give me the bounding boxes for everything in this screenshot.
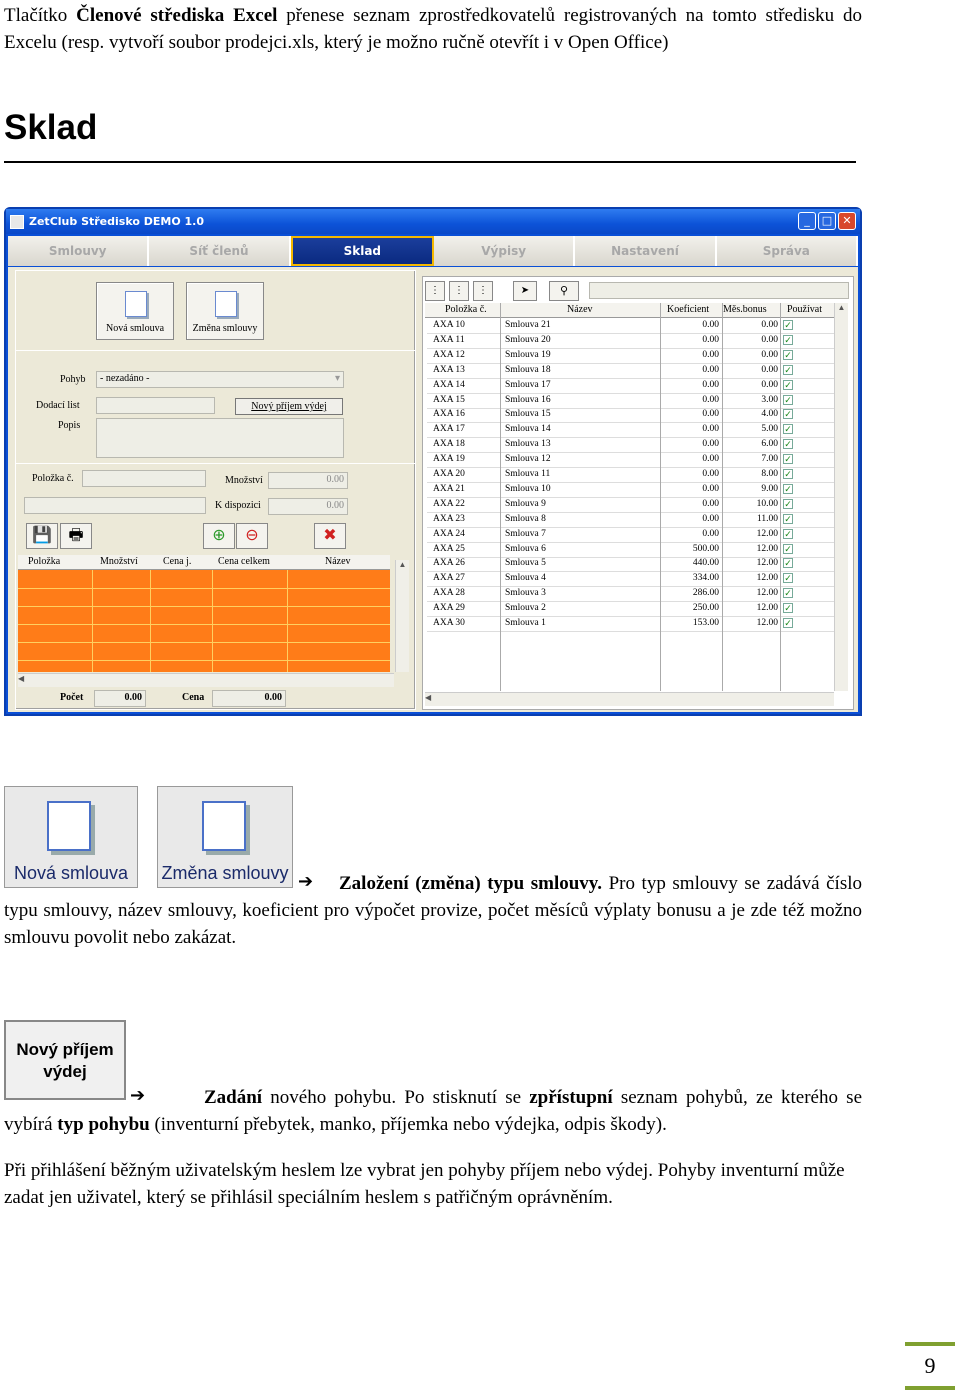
- col-koeficient[interactable]: Koeficient: [667, 304, 710, 315]
- pouzivat-checkbox[interactable]: ✓: [784, 379, 792, 390]
- cell-nazev: Smlouva 5: [505, 558, 546, 569]
- cell-polozka: AXA 18: [433, 439, 465, 450]
- pouzivat-checkbox[interactable]: ✓: [784, 394, 792, 405]
- new-contract-button[interactable]: [96, 282, 174, 340]
- cell-polozka: AXA 10: [433, 320, 465, 330]
- grid-line: [212, 570, 213, 672]
- cell-nazev: Smlouva 10: [505, 483, 551, 494]
- cell-koeficient: 0.00: [702, 439, 719, 450]
- kdispozici-value: 0.00: [268, 498, 348, 515]
- table-row[interactable]: [427, 557, 837, 572]
- intro-bold: Členové střediska Excel: [76, 5, 278, 26]
- cell-koeficient: 0.00: [702, 320, 719, 330]
- col-mnozstvi[interactable]: Množství: [100, 556, 138, 567]
- cell-koeficient: 0.00: [702, 364, 719, 375]
- pouzivat-checkbox[interactable]: ✓: [784, 349, 792, 360]
- app-icon: [10, 215, 24, 229]
- cell-polozka: AXA 16: [433, 409, 465, 420]
- cell-koeficient: 250.00: [692, 603, 719, 614]
- col-pouzivat[interactable]: Používat: [787, 304, 822, 315]
- movement-grid-header: [18, 555, 390, 570]
- table-row[interactable]: [427, 379, 837, 394]
- pouzivat-checkbox[interactable]: ✓: [784, 320, 792, 330]
- cell-mes-bonus: 12.00: [756, 618, 778, 628]
- cell-nazev: Smlouva 12: [505, 454, 551, 465]
- cell-polozka: AXA 30: [433, 618, 465, 628]
- cell-koeficient: 0.00: [702, 454, 719, 465]
- table-row[interactable]: [427, 334, 837, 349]
- pouzivat-checkbox[interactable]: ✓: [784, 588, 792, 599]
- table-row[interactable]: [427, 602, 837, 617]
- table-row[interactable]: [427, 349, 837, 364]
- cell-mes-bonus: 0.00: [761, 320, 778, 330]
- mnozstvi-label: Množství: [225, 475, 263, 486]
- main-tabs: [8, 236, 858, 266]
- grid-line: [660, 303, 661, 691]
- illustration-label: Změna smlouvy: [161, 863, 289, 883]
- table-row[interactable]: [427, 483, 837, 498]
- grid-line: [780, 303, 781, 691]
- pouzivat-checkbox[interactable]: ✓: [784, 513, 792, 524]
- cell-polozka: AXA 22: [433, 498, 465, 509]
- table-row[interactable]: [427, 453, 837, 468]
- tab-nastaveni[interactable]: Nastavení: [575, 236, 716, 266]
- paragraph-3: Při přihlášení běžným uživatelským heslem lze vybrat jen pohyby příjem nebo výdej. Pohyby inventurní může zadat jen uživatel, který se přihlásil speciálním heslem s patřičným oprávněním.: [4, 1160, 845, 1208]
- add-row-icon[interactable]: ⊕: [203, 523, 235, 549]
- cell-polozka: AXA 29: [433, 603, 465, 614]
- pouzivat-checkbox[interactable]: ✓: [784, 603, 792, 614]
- cena-value: 0.00: [212, 690, 286, 707]
- cell-mes-bonus: 12.00: [756, 588, 778, 599]
- cell-nazev: Smlouva 6: [505, 543, 546, 554]
- pohyb-label: Pohyb: [60, 374, 86, 385]
- cell-nazev: Smlouva 15: [505, 409, 551, 420]
- col-polozka-c[interactable]: Položka č.: [445, 304, 487, 315]
- cell-polozka: AXA 23: [433, 513, 465, 524]
- cell-nazev: Smlouva 7: [505, 528, 546, 539]
- cell-mes-bonus: 12.00: [756, 603, 778, 614]
- print-icon[interactable]: 🖶: [60, 523, 92, 549]
- pouzivat-checkbox[interactable]: ✓: [784, 424, 792, 435]
- cell-polozka: AXA 15: [433, 394, 465, 405]
- chevron-down-icon: ▾: [334, 373, 340, 384]
- new-contract-label: Nová smlouva: [105, 323, 165, 334]
- cell-polozka: AXA 17: [433, 424, 465, 435]
- movement-grid[interactable]: [18, 555, 390, 672]
- table-row[interactable]: [427, 468, 837, 483]
- cell-mes-bonus: 9.00: [761, 483, 778, 494]
- pouzivat-checkbox[interactable]: ✓: [784, 364, 792, 375]
- cell-polozka: AXA 25: [433, 543, 465, 554]
- section-heading: Sklad: [4, 108, 98, 147]
- cell-nazev: Smlouva 3: [505, 588, 546, 599]
- dodaci-input[interactable]: [96, 397, 215, 414]
- cell-nazev: Smlouva 14: [505, 424, 551, 435]
- cell-koeficient: 500.00: [692, 543, 719, 554]
- cell-mes-bonus: 4.00: [761, 409, 778, 420]
- cell-nazev: Smlouva 16: [505, 394, 551, 405]
- pouzivat-checkbox[interactable]: ✓: [784, 409, 792, 420]
- intro-post: přenese seznam zprostředkovatelů registrovaných na tomto středisku do Excelu (resp. vytvoří soubor prodejci.xls, který je možno ručně otevřít i v Open Office): [4, 5, 862, 53]
- sort-numeric-icon[interactable]: ⋮: [425, 281, 445, 301]
- page-number: 9: [905, 1342, 955, 1390]
- col-cena-j[interactable]: Cena j.: [163, 556, 192, 567]
- cell-mes-bonus: 6.00: [761, 439, 778, 450]
- contracts-scrollbar-vertical[interactable]: ▲: [834, 303, 848, 691]
- contracts-grid-header: [425, 303, 835, 318]
- grid-line: [18, 660, 390, 661]
- arrow-right-icon: ➔: [298, 871, 314, 892]
- cell-polozka: AXA 11: [433, 334, 465, 345]
- cell-mes-bonus: 5.00: [761, 424, 778, 435]
- cell-mes-bonus: 10.00: [756, 498, 778, 509]
- tab-sklad[interactable]: Sklad: [291, 236, 434, 266]
- panel-divider-2: [16, 463, 415, 464]
- change-contract-button[interactable]: [186, 282, 264, 340]
- cell-koeficient: 0.00: [702, 424, 719, 435]
- grid-line: [150, 570, 151, 672]
- table-row[interactable]: [427, 438, 837, 453]
- pouzivat-checkbox[interactable]: ✓: [784, 483, 792, 494]
- cell-koeficient: 0.00: [702, 394, 719, 405]
- pouzivat-checkbox[interactable]: ✓: [784, 558, 792, 569]
- polozka-input[interactable]: [82, 470, 206, 487]
- cell-koeficient: 0.00: [702, 498, 719, 509]
- cell-nazev: Smlouva 4: [505, 573, 546, 584]
- cell-mes-bonus: 0.00: [761, 379, 778, 390]
- cell-polozka: AXA 28: [433, 588, 465, 599]
- intro-paragraph: [4, 2, 862, 56]
- table-row[interactable]: [427, 572, 837, 587]
- binoculars-icon[interactable]: ⚲: [549, 281, 579, 301]
- cell-koeficient: 440.00: [692, 558, 719, 569]
- cell-mes-bonus: 12.00: [756, 528, 778, 539]
- polozka-label: Položka č.: [32, 473, 74, 484]
- tab-sit-clenu[interactable]: Síť členů: [149, 236, 290, 266]
- section1-paragraph: [4, 870, 862, 951]
- cell-koeficient: 0.00: [702, 513, 719, 524]
- close-icon[interactable]: ✕: [838, 212, 856, 230]
- cell-mes-bonus: 12.00: [756, 558, 778, 569]
- table-row[interactable]: [427, 319, 837, 334]
- tab-vypisy[interactable]: Výpisy: [434, 236, 575, 266]
- intro-pre: Tlačítko: [4, 5, 77, 26]
- title-bar: [6, 209, 860, 234]
- window-controls: [798, 212, 856, 230]
- cell-polozka: AXA 24: [433, 528, 465, 539]
- grid-line: [500, 303, 501, 691]
- cell-koeficient: 0.00: [702, 379, 719, 390]
- grid-line: [18, 606, 390, 607]
- kdispozici-label: K dispozici: [215, 500, 261, 511]
- pouzivat-checkbox[interactable]: ✓: [784, 573, 792, 584]
- cell-nazev: Smlouva 18: [505, 364, 551, 375]
- dodaci-label: Dodací list: [36, 400, 80, 411]
- cell-polozka: AXA 19: [433, 454, 465, 465]
- cancel-icon[interactable]: ✖: [314, 523, 346, 549]
- list-icon[interactable]: ⋮: [473, 281, 493, 301]
- grid-line: [18, 624, 390, 625]
- maximize-icon[interactable]: □: [818, 212, 836, 230]
- col-nazev[interactable]: Název: [325, 556, 351, 567]
- col-cena-celkem[interactable]: Cena celkem: [218, 556, 270, 567]
- grid-line: [18, 642, 390, 643]
- table-row[interactable]: [427, 394, 837, 409]
- grid-line: [287, 570, 288, 672]
- cell-polozka: AXA 20: [433, 469, 465, 479]
- table-row[interactable]: [427, 513, 837, 528]
- mnozstvi-input[interactable]: 0.00: [268, 472, 348, 489]
- pocet-label: Počet: [60, 692, 84, 703]
- grid-scrollbar-horizontal[interactable]: ◀: [18, 673, 394, 687]
- sort-alpha-icon[interactable]: ⋮: [449, 281, 469, 301]
- cell-mes-bonus: 11.00: [756, 513, 778, 524]
- grid-scrollbar-vertical[interactable]: ▲: [395, 560, 409, 672]
- cell-nazev: Smlouva 1: [505, 618, 546, 628]
- pouzivat-checkbox[interactable]: ✓: [784, 439, 792, 450]
- table-row[interactable]: [427, 587, 837, 602]
- cena-label: Cena: [182, 692, 205, 703]
- table-row[interactable]: [427, 528, 837, 543]
- cell-nazev: Smlouva 21: [505, 320, 551, 330]
- cell-koeficient: 0.00: [702, 409, 719, 420]
- illustration-label: Nová smlouva: [13, 863, 129, 883]
- cell-polozka: AXA 14: [433, 379, 465, 390]
- cell-koeficient: 334.00: [692, 573, 719, 584]
- section2-text: nového pohybu. Po stisknutí se: [262, 1087, 530, 1108]
- grid-line: [92, 570, 93, 672]
- cell-nazev: Smlouva 9: [505, 498, 546, 509]
- cell-mes-bonus: 0.00: [761, 349, 778, 360]
- change-contract-label: Změna smlouvy: [192, 323, 258, 334]
- contracts-scrollbar-horizontal[interactable]: ◀: [425, 692, 834, 706]
- col-polozka[interactable]: Položka: [28, 556, 61, 567]
- edit-document-icon: [215, 291, 237, 317]
- pohyb-select[interactable]: [96, 371, 344, 388]
- minimize-icon[interactable]: _: [798, 212, 816, 230]
- new-document-icon: [47, 801, 91, 851]
- cell-koeficient: 0.00: [702, 349, 719, 360]
- cell-nazev: Smlouva 20: [505, 334, 551, 345]
- cell-polozka: AXA 26: [433, 558, 465, 569]
- search-input[interactable]: [589, 282, 849, 299]
- section2-bold: typ pohybu: [57, 1114, 150, 1135]
- panel-divider: [16, 350, 415, 351]
- new-document-icon: [125, 291, 147, 317]
- pouzivat-checkbox[interactable]: ✓: [784, 528, 792, 539]
- cell-mes-bonus: 8.00: [761, 469, 778, 479]
- section2-bold: zpřístupní: [529, 1087, 613, 1108]
- cell-mes-bonus: 3.00: [761, 394, 778, 405]
- illustration-label-line1: Nový příjem: [16, 1040, 114, 1059]
- item-name-field: [24, 497, 206, 514]
- cell-polozka: AXA 13: [433, 364, 465, 375]
- cell-koeficient: 0.00: [702, 483, 719, 494]
- pouzivat-checkbox[interactable]: ✓: [784, 498, 792, 509]
- window-title: ZetClub Středisko DEMO 1.0: [29, 215, 204, 228]
- cell-koeficient: 153.00: [692, 618, 719, 628]
- new-receipt-button[interactable]: Nový příjem výdej: [235, 398, 343, 415]
- pocet-value: 0.00: [94, 690, 146, 707]
- cell-mes-bonus: 0.00: [761, 334, 778, 345]
- cell-koeficient: 286.00: [692, 588, 719, 599]
- table-row[interactable]: [427, 543, 837, 558]
- pouzivat-checkbox[interactable]: ✓: [784, 618, 792, 628]
- edit-document-icon: [202, 801, 246, 851]
- table-row[interactable]: [427, 364, 837, 379]
- section2-paragraph: [4, 1084, 862, 1138]
- cell-polozka: AXA 21: [433, 483, 465, 494]
- delete-row-icon[interactable]: ⊖: [236, 523, 268, 549]
- section2-text: seznam pohybů, ze kterého se vybírá: [4, 1087, 863, 1135]
- section2-lead: Zadání: [204, 1087, 263, 1108]
- cell-mes-bonus: 12.00: [756, 573, 778, 584]
- col-nazev[interactable]: Název: [567, 304, 593, 315]
- cell-nazev: Smlouva 11: [505, 469, 551, 479]
- grid-line: [18, 588, 390, 589]
- col-mes-bonus[interactable]: Měs.bonus: [723, 304, 767, 315]
- section1-text: Pro typ smlouvy se zadává číslo typu smlouvy, název smlouvy, koeficient pro výpočet provize, počet měsíců výplaty bonusu a je zde též možno smlouvu povolit nebo zakázat.: [4, 873, 862, 948]
- arrow-right-icon: ➔: [130, 1085, 146, 1106]
- cell-nazev: Smlouva 17: [505, 379, 551, 390]
- table-row[interactable]: [427, 617, 837, 632]
- cell-polozka: AXA 12: [433, 349, 465, 360]
- section1-lead: Založení (změna) typu smlouvy.: [339, 873, 603, 894]
- cell-nazev: Smlouva 13: [505, 439, 551, 450]
- pouzivat-checkbox[interactable]: ✓: [784, 454, 792, 465]
- pohyb-value: - nezadáno -: [100, 373, 150, 384]
- tab-sprava[interactable]: Správa: [717, 236, 858, 266]
- pouzivat-checkbox[interactable]: ✓: [784, 334, 792, 345]
- tab-smlouvy[interactable]: Smlouvy: [8, 236, 149, 266]
- cell-koeficient: 0.00: [702, 334, 719, 345]
- pouzivat-checkbox[interactable]: ✓: [784, 469, 792, 479]
- cell-nazev: Smlouva 8: [505, 513, 546, 524]
- cell-mes-bonus: 0.00: [761, 364, 778, 375]
- table-row[interactable]: [427, 423, 837, 438]
- cell-nazev: Smlouva 19: [505, 349, 551, 360]
- cell-koeficient: 0.00: [702, 528, 719, 539]
- save-icon[interactable]: 💾: [26, 523, 58, 549]
- popis-label: Popis: [58, 420, 81, 431]
- grid-line: [722, 303, 723, 691]
- table-row[interactable]: [427, 408, 837, 423]
- table-row[interactable]: [427, 498, 837, 513]
- cell-polozka: AXA 27: [433, 573, 465, 584]
- arrow-icon[interactable]: ➤: [513, 281, 537, 301]
- cell-nazev: Smlouva 2: [505, 603, 546, 614]
- popis-input[interactable]: [96, 418, 344, 458]
- illustration-label-line2: výdej: [43, 1062, 87, 1081]
- cell-koeficient: 0.00: [702, 469, 719, 479]
- cell-mes-bonus: 12.00: [756, 543, 778, 554]
- pouzivat-checkbox[interactable]: ✓: [784, 543, 792, 554]
- heading-rule: [4, 161, 856, 163]
- section2-text: (inventurní přebytek, manko, příjemka nebo výdejka, odpis škody).: [149, 1114, 667, 1135]
- cell-mes-bonus: 7.00: [761, 454, 778, 465]
